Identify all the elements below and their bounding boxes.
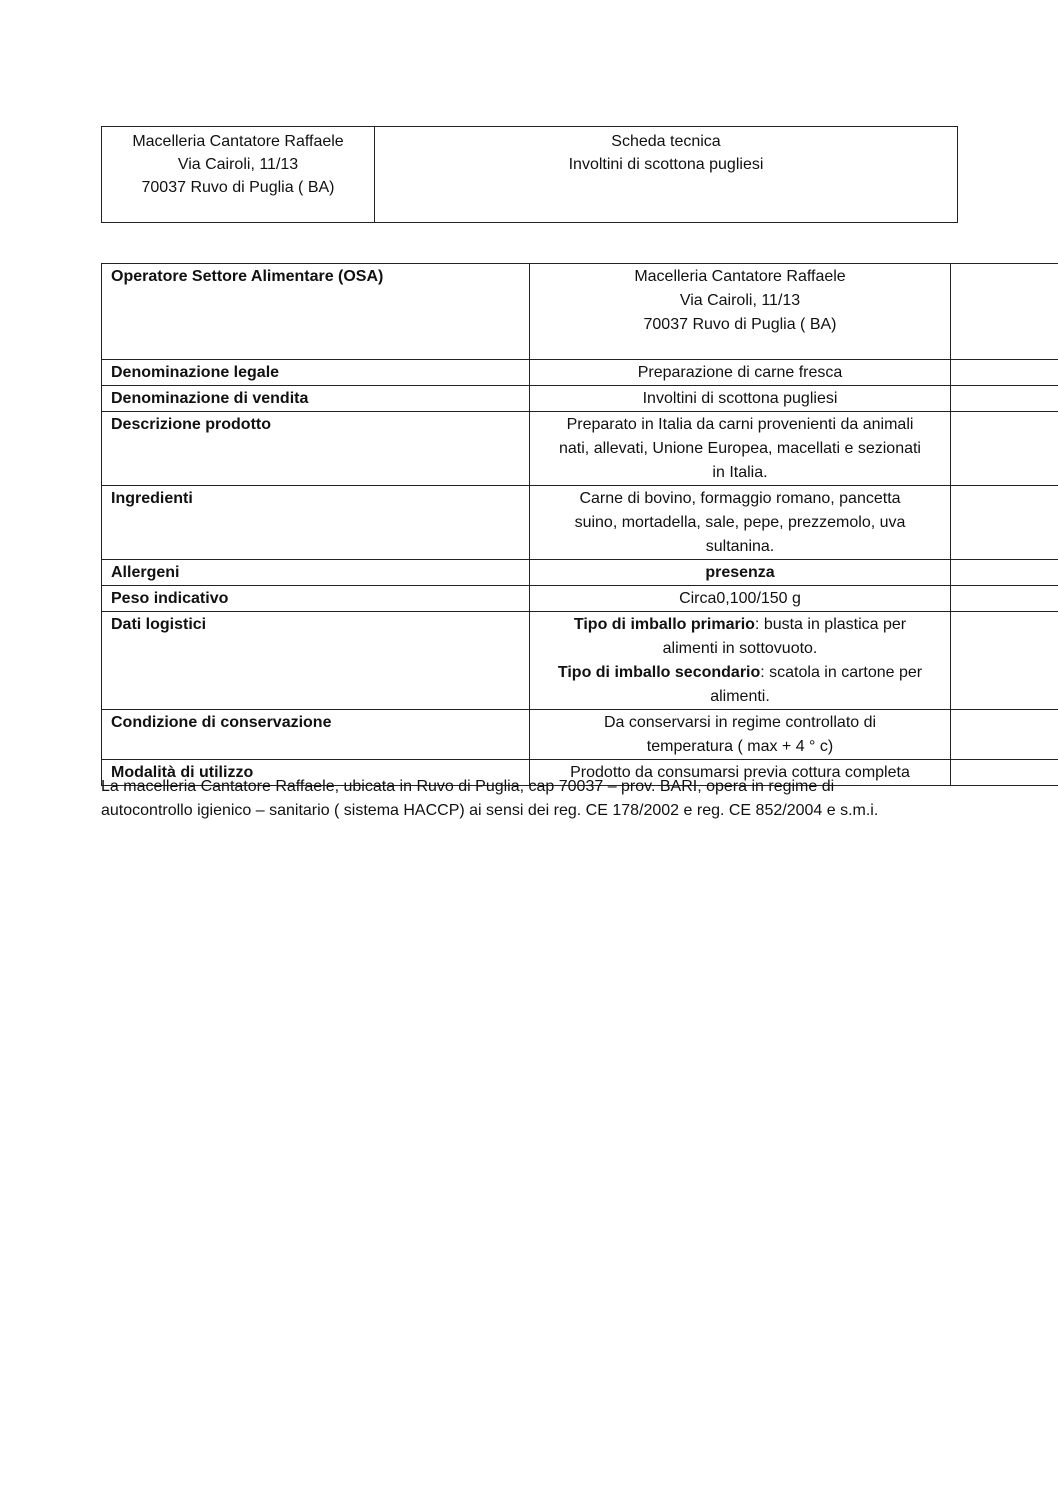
weight-value: Circa0,100/150 g	[530, 586, 951, 612]
primary-packaging-label: Tipo di imballo primario	[573, 616, 755, 633]
extra-cell	[951, 710, 1058, 760]
ingredients-value	[530, 486, 951, 560]
osa-name: Macelleria Cantatore Raffaele	[634, 268, 846, 285]
secondary-packaging-label: Tipo di imballo secondario	[557, 664, 761, 681]
extra-cell	[951, 612, 1058, 710]
sales-name-label: Denominazione di vendita	[102, 386, 530, 412]
usage-value: Prodotto da consumarsi previa cottura completa	[530, 760, 951, 786]
table-row	[102, 586, 1058, 612]
secondary-packaging-text-2: alimenti.	[710, 688, 770, 705]
table-row	[102, 710, 1058, 760]
legal-name-label: Denominazione legale	[102, 360, 530, 386]
header-table	[101, 126, 958, 223]
osa-address: Via Cairoli, 11/13	[679, 292, 801, 309]
table-row	[102, 264, 1058, 360]
ingredients-line: Carne di bovino, formaggio romano, pancetta	[579, 490, 901, 507]
table-row	[102, 386, 1058, 412]
table-row	[102, 560, 1058, 586]
primary-packaging-line	[534, 613, 946, 637]
product-title: Involtini di scottona pugliesi	[568, 156, 764, 173]
secondary-packaging-text: : scatola in cartone per	[760, 664, 923, 681]
table-row	[102, 486, 1058, 560]
extra-cell	[951, 412, 1058, 486]
primary-packaging-text: : busta in plastica per	[754, 616, 907, 633]
extra-cell	[951, 264, 1058, 360]
osa-city: 70037 Ruvo di Puglia ( BA)	[643, 316, 837, 333]
storage-label: Condizione di conservazione	[102, 710, 530, 760]
extra-cell	[951, 386, 1058, 412]
osa-value	[530, 264, 951, 360]
ingredients-line: suino, mortadella, sale, pepe, prezzemolo, uva	[574, 514, 906, 531]
haccp-line: autocontrollo igienico – sanitario ( sistema HACCP) ai sensi dei reg. CE 178/2002 e reg. CE 852/2004 e s.m.i.	[101, 802, 879, 819]
table-row	[102, 360, 1058, 386]
header-row	[102, 127, 958, 223]
extra-cell	[951, 560, 1058, 586]
secondary-packaging-line	[534, 661, 946, 685]
document-title-cell	[375, 127, 958, 223]
legal-name-value: Preparazione di carne fresca	[530, 360, 951, 386]
table-row	[102, 612, 1058, 710]
sales-name-value: Involtini di scottona pugliesi	[530, 386, 951, 412]
weight-label: Peso indicativo	[102, 586, 530, 612]
extra-cell	[951, 360, 1058, 386]
spec-table	[101, 263, 1058, 786]
haccp-statement	[101, 775, 981, 823]
allergens-value: presenza	[530, 560, 951, 586]
description-value	[530, 412, 951, 486]
ingredients-label: Ingredienti	[102, 486, 530, 560]
extra-cell	[951, 486, 1058, 560]
usage-label: Modalità di utilizzo	[102, 760, 530, 786]
primary-packaging-text-2: alimenti in sottovuoto.	[662, 640, 818, 657]
haccp-line: La macelleria Cantatore Raffaele, ubicata in Ruvo di Puglia, cap 70037 – prov. BARI, opera in regime di	[101, 778, 835, 795]
osa-label: Operatore Settore Alimentare (OSA)	[102, 264, 530, 360]
storage-line: temperatura ( max + 4 ° c)	[646, 738, 834, 755]
company-address: Via Cairoli, 11/13	[177, 156, 299, 173]
table-row	[102, 412, 1058, 486]
storage-line: Da conservarsi in regime controllato di	[603, 714, 877, 731]
company-name: Macelleria Cantatore Raffaele	[132, 133, 344, 150]
allergens-label: Allergeni	[102, 560, 530, 586]
document-title: Scheda tecnica	[611, 133, 721, 150]
description-line: nati, allevati, Unione Europea, macellati e sezionati	[559, 440, 921, 457]
extra-cell	[951, 586, 1058, 612]
description-label: Descrizione prodotto	[102, 412, 530, 486]
ingredients-line: sultanina.	[705, 538, 775, 555]
storage-value	[530, 710, 951, 760]
logistics-label: Dati logistici	[102, 612, 530, 710]
company-info-cell	[102, 127, 375, 223]
logistics-value	[530, 612, 951, 710]
description-line: in Italia.	[712, 464, 768, 481]
description-line: Preparato in Italia da carni provenienti da animali	[566, 416, 914, 433]
company-city: 70037 Ruvo di Puglia ( BA)	[141, 179, 335, 196]
